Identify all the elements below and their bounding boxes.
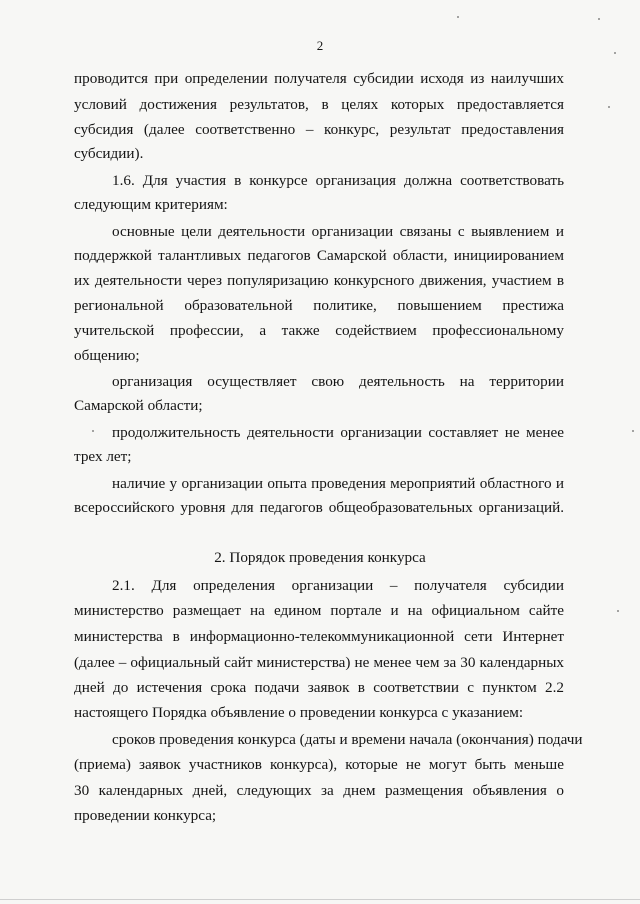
scan-speck (92, 430, 94, 432)
text-line: 30 календарных дней, следующих за днем размещения объявления о (74, 782, 564, 799)
text-line: условий достижения результатов, в целях которых предоставляется (74, 96, 564, 113)
text-line: субсидии). (74, 145, 144, 162)
text-line: Самарской области; (74, 397, 203, 414)
text-line: продолжительность деятельности организации составляет не менее (112, 424, 564, 441)
text-line: (приема) заявок участников конкурса), которые не могут быть меньше (74, 756, 564, 773)
text-line: (далее – официальный сайт министерства) не менее чем за 30 календарных (74, 654, 564, 671)
text-line: региональной образовательной политике, повышением престижа (74, 297, 564, 314)
text-line: их деятельности через популяризацию конкурсного движения, участием в (74, 272, 564, 289)
scan-speck (598, 18, 600, 20)
text-line: 2.1. Для определения организации – получателя субсидии (112, 577, 564, 594)
text-line: министерство размещает на едином портале и на официальном сайте (74, 602, 564, 619)
text-line: 1.6. Для участия в конкурсе организация должна соответствовать (112, 172, 564, 189)
text-line: настоящего Порядка объявление о проведении конкурса с указанием: (74, 704, 524, 721)
scan-speck (632, 430, 634, 432)
text-line: основные цели деятельности организации связаны с выявлением и (112, 223, 564, 240)
text-line: дней до истечения срока подачи заявок в соответствии с пунктом 2.2 (74, 679, 564, 696)
text-line: общению; (74, 347, 140, 364)
text-line: наличие у организации опыта проведения мероприятий областного и (112, 475, 564, 492)
text-line: сроков проведения конкурса (даты и времени начала (окончания) подачи (112, 731, 583, 748)
scan-speck (617, 610, 619, 612)
text-line: учительской профессии, а также содействием профессиональному (74, 322, 564, 339)
text-line: следующим критериям: (74, 196, 228, 213)
scan-edge (0, 899, 640, 900)
text-line: проводится при определении получателя субсидии исходя из наилучших (74, 70, 564, 87)
scan-speck (614, 52, 616, 54)
text-line: организация осуществляет свою деятельность на территории (112, 373, 564, 390)
page-number: 2 (316, 38, 324, 53)
text-line: проведении конкурса; (74, 807, 217, 824)
text-line: поддержкой талантливых педагогов Самарской области, инициированием (74, 247, 564, 264)
text-line: министерства в информационно-телекоммуникационной сети Интернет (74, 628, 564, 645)
text-line: всероссийского уровня для педагогов общеобразовательных организаций. (74, 499, 564, 516)
section-heading: 2. Порядок проведения конкурса (214, 549, 426, 566)
text-line: трех лет; (74, 448, 132, 465)
scan-speck (457, 16, 459, 18)
text-line: субсидия (далее соответственно – конкурс, результат предоставления (74, 121, 564, 138)
scan-speck (608, 106, 610, 108)
